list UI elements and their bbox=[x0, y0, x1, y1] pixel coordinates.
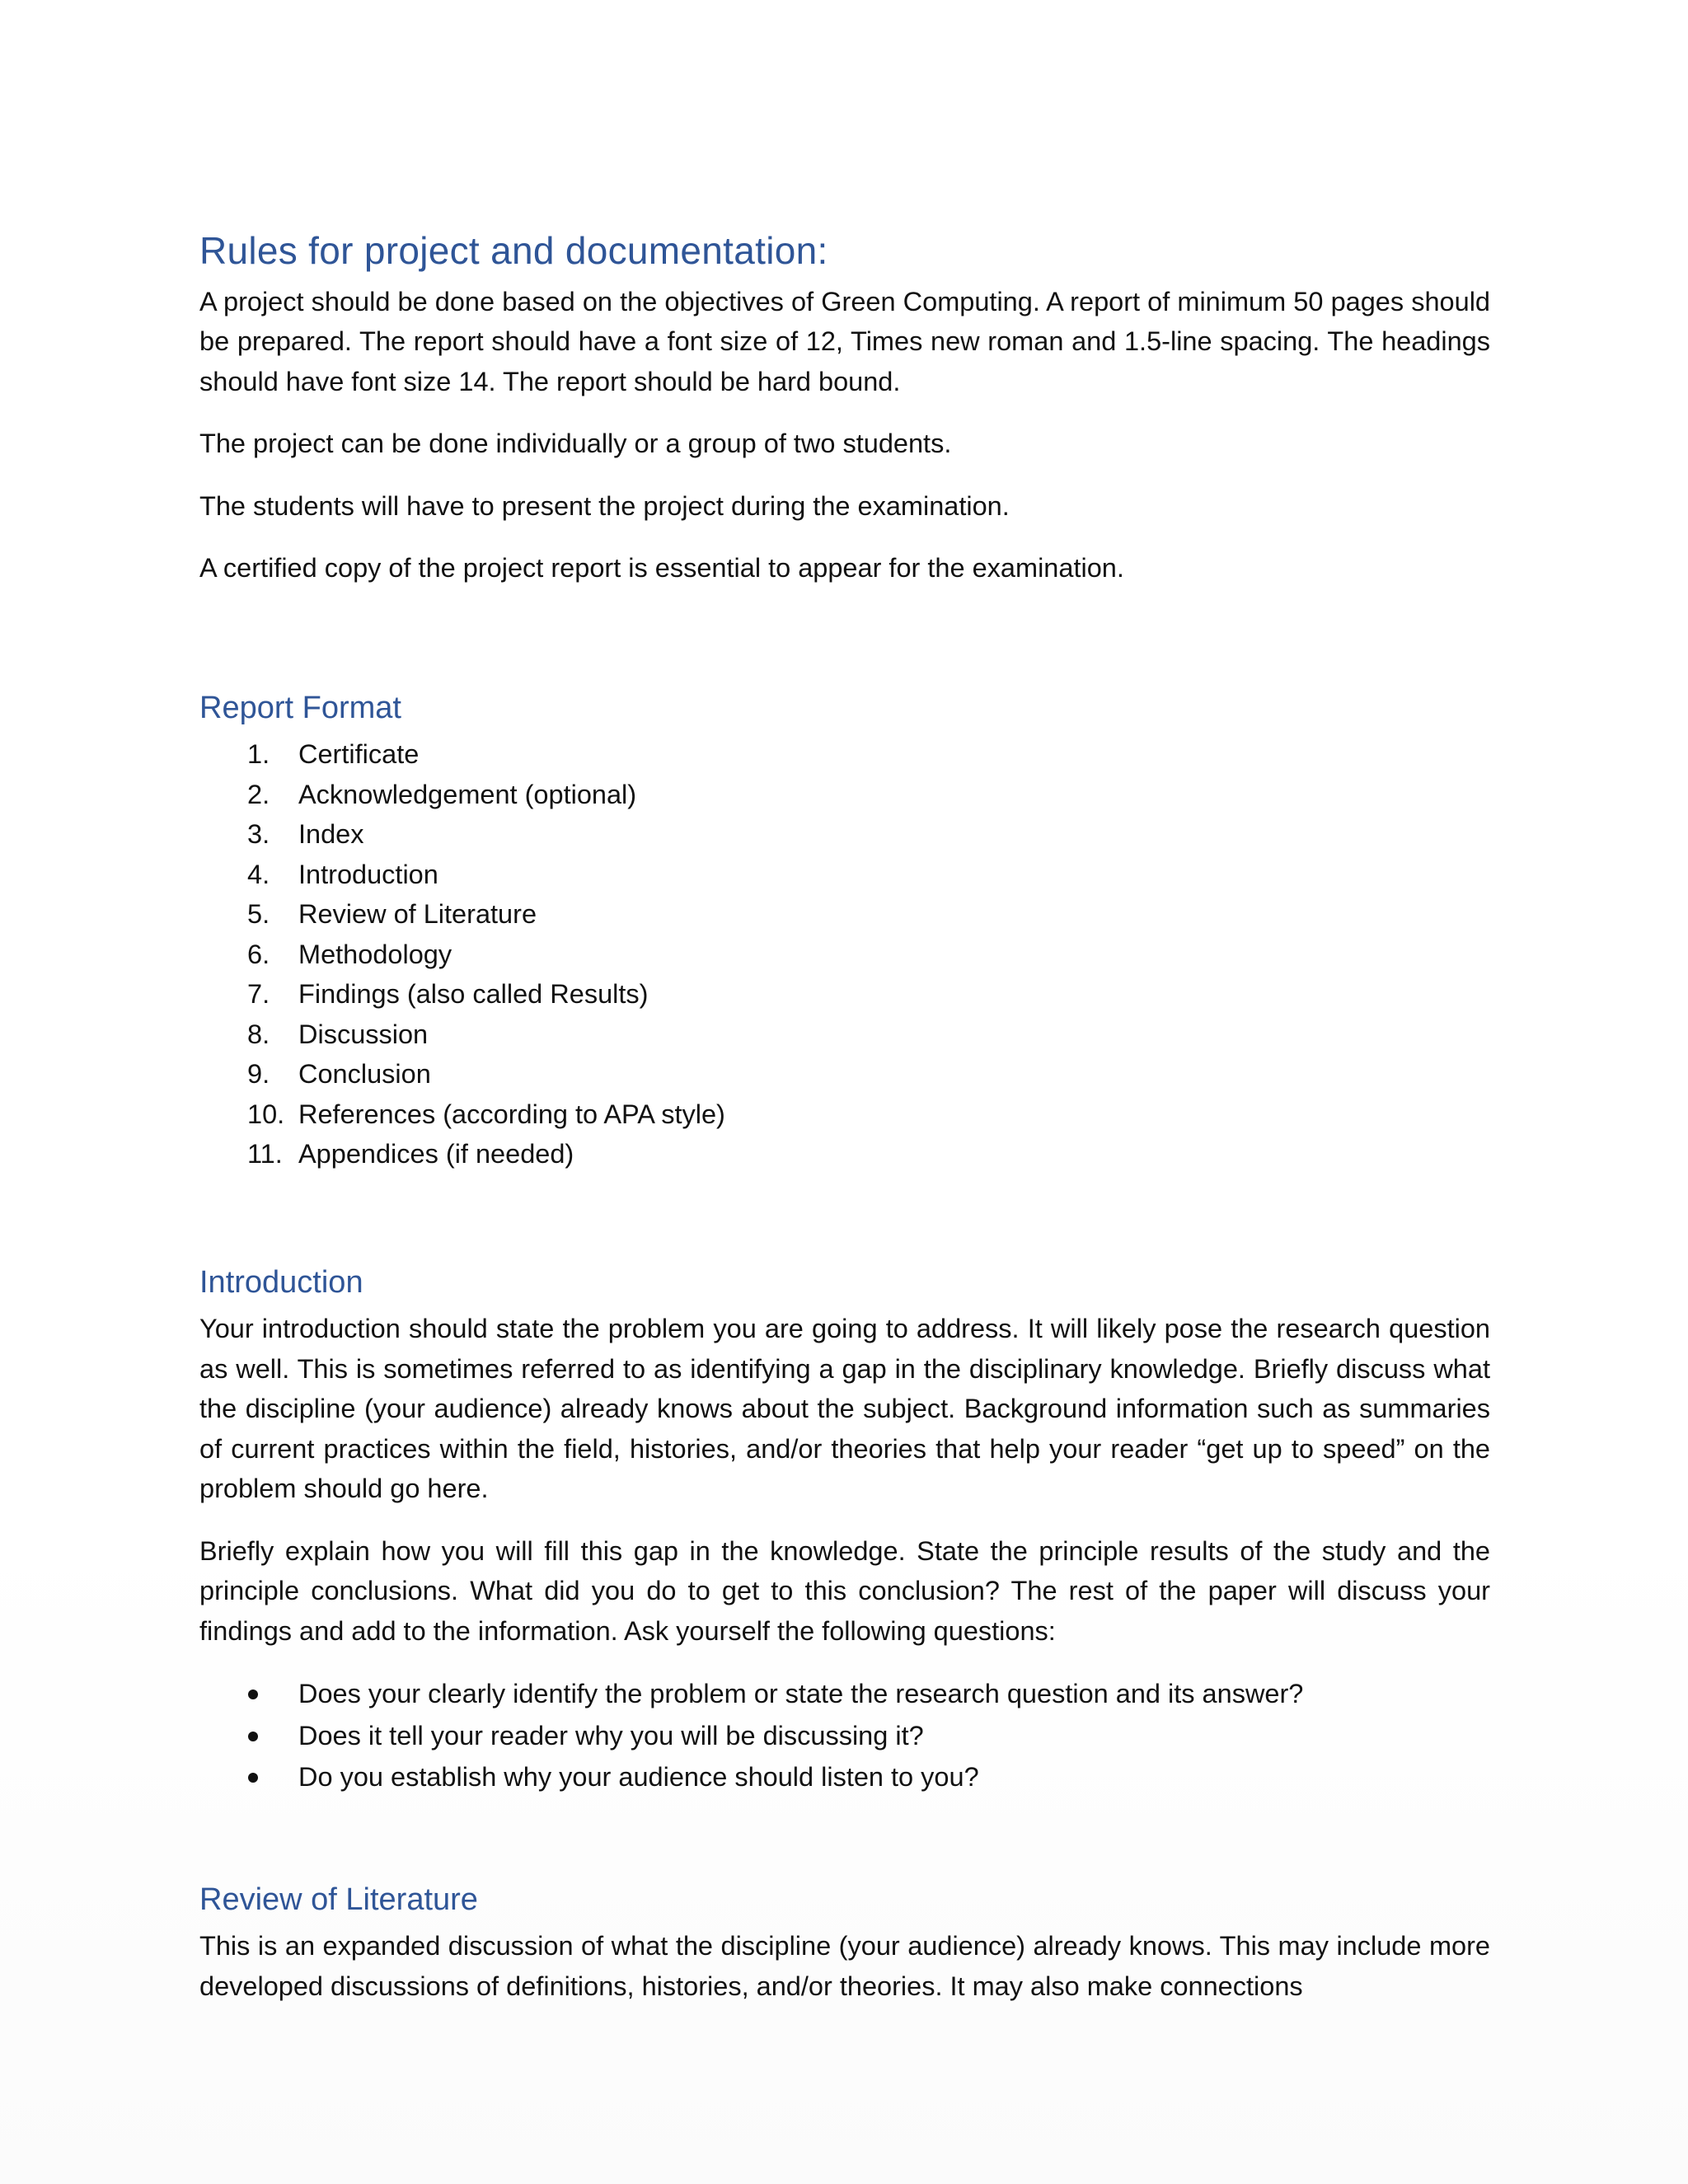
list-item-label: Acknowledgement (optional) bbox=[298, 779, 637, 809]
bullet-icon bbox=[248, 1773, 258, 1783]
rules-paragraph: A certified copy of the project report is essential to appear for the examination. bbox=[199, 553, 1124, 583]
list-number: 5. bbox=[247, 899, 270, 929]
report-format-heading: Report Format bbox=[199, 690, 401, 725]
list-number: 8. bbox=[247, 1019, 270, 1049]
list-number: 6. bbox=[247, 939, 270, 969]
list-item bbox=[199, 1015, 1490, 1055]
list-item-label: References (according to APA style) bbox=[298, 1099, 725, 1129]
list-number: 9. bbox=[247, 1059, 270, 1089]
list-item bbox=[199, 814, 1490, 855]
list-item-label: Methodology bbox=[298, 939, 452, 969]
question-text: Do you establish why your audience should listen to you? bbox=[298, 1762, 979, 1792]
list-number: 4. bbox=[247, 859, 270, 889]
list-item bbox=[199, 1673, 1490, 1715]
question-text: Does your clearly identify the problem or state the research question and its answer? bbox=[298, 1679, 1304, 1708]
list-number: 7. bbox=[247, 979, 270, 1009]
bullet-icon bbox=[248, 1690, 258, 1699]
list-item bbox=[199, 1756, 1490, 1798]
list-item bbox=[199, 935, 1490, 975]
list-item bbox=[199, 894, 1490, 935]
list-item bbox=[199, 1094, 1490, 1135]
rules-paragraph: The project can be done individually or a group of two students. bbox=[199, 429, 952, 458]
spacer bbox=[199, 1798, 1490, 1881]
list-number: 3. bbox=[247, 819, 270, 849]
list-item bbox=[199, 1715, 1490, 1757]
list-item bbox=[199, 775, 1490, 815]
list-number: 10. bbox=[247, 1099, 285, 1129]
rules-paragraph: The students will have to present the project during the examination. bbox=[199, 490, 1010, 521]
list-item-label: Discussion bbox=[298, 1019, 429, 1049]
review-paragraph: This is an expanded discussion of what the discipline (your audience) already knows. This may include more developed discussions of definitions, histories, and/or theories. It may also make connections bbox=[199, 1931, 1490, 2001]
list-item-label: Appendices (if needed) bbox=[298, 1139, 574, 1169]
list-item bbox=[199, 1054, 1490, 1094]
list-item-label: Introduction bbox=[298, 859, 438, 889]
questions-list bbox=[199, 1673, 1490, 1798]
review-heading: Review of Literature bbox=[199, 1882, 478, 1917]
list-item-label: Index bbox=[298, 819, 364, 849]
list-item bbox=[199, 1134, 1490, 1174]
report-format-list bbox=[199, 734, 1490, 1174]
list-number: 2. bbox=[247, 779, 270, 809]
bullet-icon bbox=[248, 1732, 258, 1741]
list-number: 11. bbox=[247, 1139, 283, 1169]
spacer bbox=[199, 1174, 1490, 1263]
document-content bbox=[199, 227, 1490, 2028]
question-text: Does it tell your reader why you will be discussing it? bbox=[298, 1720, 924, 1750]
rules-paragraph: A project should be done based on the objectives of Green Computing. A report of minimum 50 pages should be prepared. The report should have a font size of 12, Times new roman and 1.5-line spacing. The headings should have font size 14. The report should be hard bound. bbox=[199, 286, 1490, 396]
introduction-paragraph: Briefly explain how you will fill this gap in the knowledge. State the principle results of the study and the principle conclusions. What did you do to get to this conclusion? The rest of the paper will discuss your findings and add to the information. Ask yourself the following questions: bbox=[199, 1535, 1490, 1646]
list-item bbox=[199, 734, 1490, 775]
list-number: 1. bbox=[247, 739, 270, 769]
introduction-paragraph: Your introduction should state the problem you are going to address. It will likely pose the research question as well. This is sometimes referred to as identifying a gap in the disciplinary knowledge. Briefly discuss what the discipline (your audience) already knows about the subject. Background information such as summaries of current practices within the field, histories, and/or theories that help your reader “get up to speed” on the problem should go here. bbox=[199, 1314, 1490, 1503]
rules-heading: Rules for project and documentation: bbox=[199, 229, 828, 272]
list-item-label: Certificate bbox=[298, 739, 420, 769]
introduction-heading: Introduction bbox=[199, 1264, 363, 1300]
spacer bbox=[199, 611, 1490, 689]
list-item-label: Findings (also called Results) bbox=[298, 979, 649, 1009]
list-item bbox=[199, 974, 1490, 1015]
list-item bbox=[199, 855, 1490, 895]
list-item-label: Conclusion bbox=[298, 1059, 431, 1089]
list-item-label: Review of Literature bbox=[298, 899, 537, 929]
